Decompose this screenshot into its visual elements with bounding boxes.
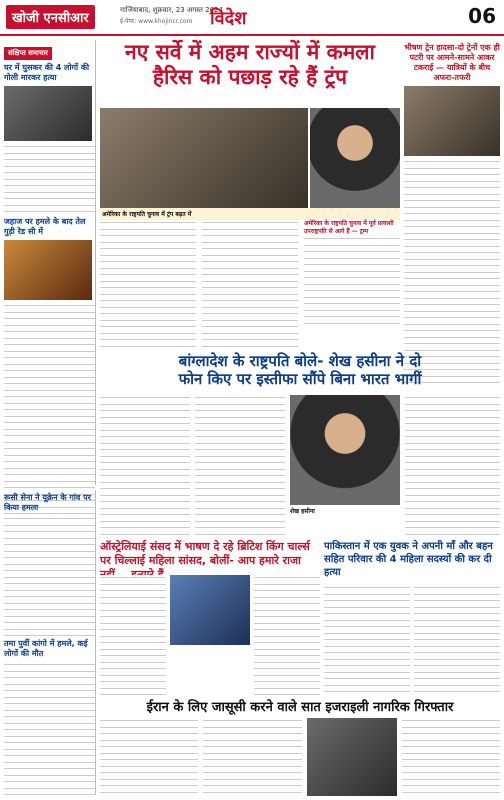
train-accident-headline: भीषण ट्रेन हादसा-दो ट्रेनों एक ही पटरी पर आमने-सामने आकर टकराई — यात्रियों के बीच अफरा-तफरी xyxy=(404,43,500,82)
police-photo xyxy=(4,86,92,141)
king-charles-photo xyxy=(170,575,250,645)
train-accident-body xyxy=(404,159,500,384)
masthead xyxy=(0,0,504,36)
bangladesh-headline-line-1: बांग्लादेश के राष्ट्रपति बोले- शेख हसीना ने दो xyxy=(178,352,422,370)
pakistan-col-1 xyxy=(324,585,410,695)
australia-headline: ऑस्ट्रेलियाई संसद में भाषण दे रहे ब्रिटिश किंग चार्ल्स पर चिल्लाई महिला सांसद, बोलीं- आप हमारे राजा xyxy=(100,540,310,567)
lead-photo xyxy=(100,108,400,208)
lead-body-col-3-text xyxy=(304,236,400,326)
brief-news-column xyxy=(4,40,96,485)
lead-body xyxy=(100,220,400,348)
brief-headline-1: घर में घुसकर की 4 लोगों की गोली मारकर हत्या xyxy=(4,63,90,82)
brief-body-3 xyxy=(4,516,95,636)
train-accident-photo xyxy=(404,86,500,156)
brief-headline-3: रूसी सेना ने यूक्रेन के गांव पर किया हमला xyxy=(4,493,91,512)
brief-body-1 xyxy=(4,144,95,214)
page-number: 06 xyxy=(468,4,496,28)
lead-headline-line-1: नए सर्वे में अहम राज्यों में कमला xyxy=(125,40,375,64)
australia-col-2 xyxy=(254,575,320,695)
hasina-photo xyxy=(290,395,400,505)
rally-photo xyxy=(100,108,308,208)
iran-spy-col-1 xyxy=(100,718,198,796)
iran-spy-body xyxy=(100,718,500,796)
bangladesh-photo-block xyxy=(290,395,400,535)
pakistan-headline: पाकिस्तान में एक युवक ने अपनी माँ और बहन सहित परिवार की 4 महिला सदस्यों की कर दी हत्या xyxy=(324,541,493,578)
lead-headline xyxy=(100,40,400,90)
bangladesh-col-2 xyxy=(195,395,285,535)
lead-body-col-3 xyxy=(304,220,400,348)
australia-body xyxy=(100,575,320,695)
iran-spy-headline: ईरान के लिए जासूसी करने वाले सात इजराइली नागरिक गिरफ्तार xyxy=(146,700,454,715)
bangladesh-headline-line-2: फोन किए पर इस्तीफा सौंपे बिना भारत भागीं xyxy=(178,370,422,388)
candidate-photo xyxy=(310,108,400,208)
hasina-caption: शेख हसीना xyxy=(290,508,315,515)
issue-sub: ई-पेपर: www.khojincr.com xyxy=(120,18,193,25)
iran-spy-col-2 xyxy=(203,718,301,796)
brief-headline-4: तमा पुर्वी कांगो में हमले, कई लोगों की मौत xyxy=(4,639,88,658)
police-arrest-photo xyxy=(307,718,397,796)
train-accident-column xyxy=(404,40,500,390)
issue-date: गाजियाबाद, शुक्रवार, 23 अगस्त 2024 xyxy=(120,6,223,14)
section-title: विदेश xyxy=(210,8,247,29)
brief-headline-2: जहाज पर हमले के बाद तेल गुड़ी रेड सी में xyxy=(4,217,86,236)
pakistan-body xyxy=(324,585,500,695)
ship-fire-photo xyxy=(4,240,92,300)
lead-body-col-1 xyxy=(100,220,196,348)
lead-body-col-2 xyxy=(202,220,298,348)
australia-col-1 xyxy=(100,575,166,695)
bangladesh-headline xyxy=(100,352,500,388)
brief-news-tag: संक्षिप्त समाचार xyxy=(4,47,52,60)
brief-news-column-2 xyxy=(4,490,96,795)
lead-headline-line-2: हैरिस को पछाड़ रहे हैं ट्रंप xyxy=(152,65,348,89)
newspaper-logo: खोजी एनसीआर xyxy=(6,5,95,29)
bangladesh-col-4 xyxy=(405,395,500,535)
iran-spy-col-3 xyxy=(402,718,500,796)
brief-body-4 xyxy=(4,662,95,800)
pakistan-col-2 xyxy=(414,585,500,695)
lead-caption: अमेरिका के राष्ट्रपति चुनाव में ट्रंप बढ़त में xyxy=(100,208,400,220)
bangladesh-col-1 xyxy=(100,395,190,535)
lead-pull-quote: अमेरिका के राष्ट्रपति चुनाव में पूर्व प्रत्याशी उपराष्ट्रपति से आगे हैं — ट्रम्प xyxy=(304,220,394,235)
bangladesh-body xyxy=(100,395,500,535)
